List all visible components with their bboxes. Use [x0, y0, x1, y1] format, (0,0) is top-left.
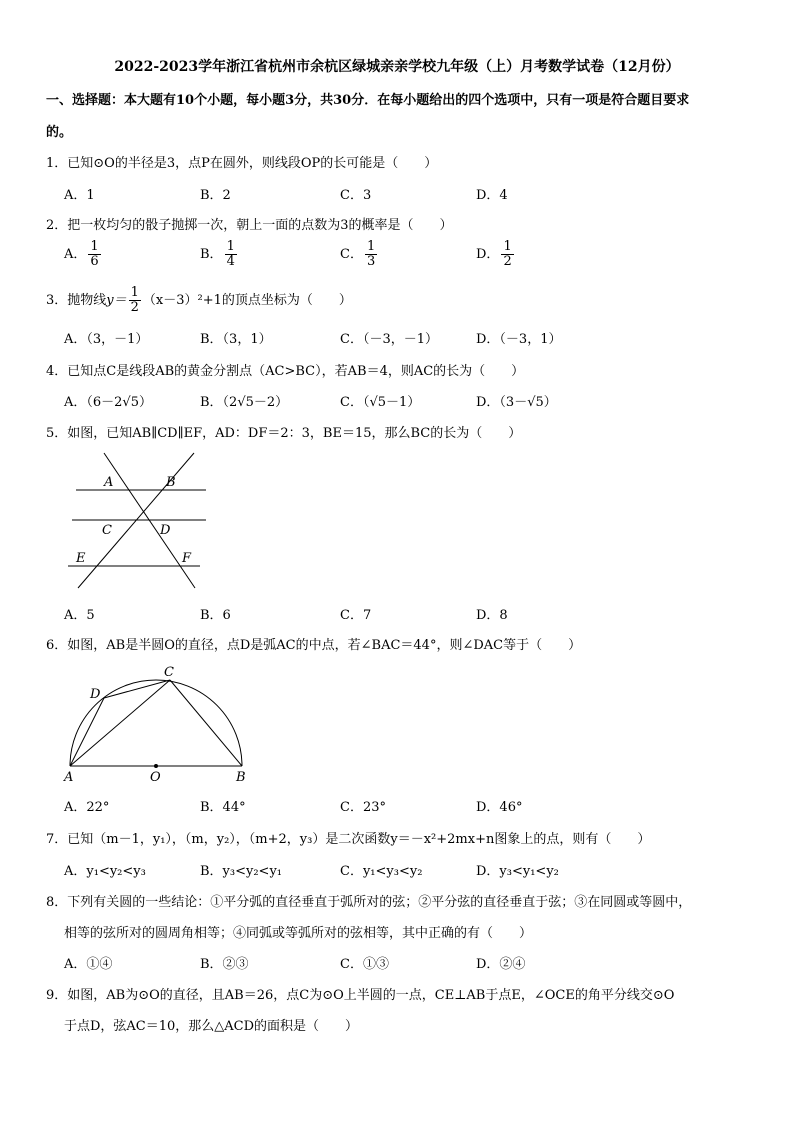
chord-ad — [70, 698, 104, 766]
center-point — [154, 764, 158, 768]
question-6-option-c: C．23° — [340, 800, 386, 815]
question-8-option-b: B．②③ — [200, 957, 249, 972]
question-4-option-c: C．（√5－1） — [340, 395, 421, 410]
question-1-option-d: D．4 — [476, 188, 508, 203]
page-title: 2022-2023学年浙江省杭州市余杭区绿城亲亲学校九年级（上）月考数学试卷（12月份） — [114, 59, 680, 75]
question-5-option-d: D．8 — [476, 608, 508, 623]
chord-cb — [170, 680, 242, 766]
question-1-option-c: C．3 — [340, 188, 372, 203]
question-8-option-a: A．①④ — [64, 957, 113, 972]
numerator: 1 — [503, 239, 512, 254]
question-4-option-a: A．（6－2√5） — [64, 395, 152, 410]
section-heading-line1: 一、选择题：本大题有10个小题，每小题3分，共30分．在每小题给出的四个选项中，只有一项是符合题目要求 — [46, 93, 690, 108]
question-1-stem: 1．已知⊙O的半径是3，点P在圆外，则线段OP的长可能是（ ） — [46, 156, 438, 171]
question-9-stem-line1: 9．如图，AB为⊙O的直径，且AB＝26，点C为⊙O上半圆的一点，CE⊥AB于点E，∠OCE的角平分线交⊙O — [46, 988, 675, 1003]
question-3-stem-a: 3．抛物线 — [46, 293, 107, 308]
label-c: C — [102, 523, 112, 538]
question-5-stem: 5．如图，已知AB∥CD∥EF，AD：DF＝2：3，BE＝15，那么BC的长为（ ） — [46, 426, 522, 441]
fraction — [365, 240, 377, 269]
label-d: D — [160, 523, 171, 538]
question-2-stem: 2．把一枚均匀的骰子抛掷一次，朝上一面的点数为3的概率是（ ） — [46, 218, 453, 233]
label-e: E — [76, 551, 86, 566]
question-6-option-a: A．22° — [64, 800, 110, 815]
question-9-stem-line2: 于点D，弦AC＝10，那么△ACD的面积是（ ） — [64, 1019, 359, 1034]
question-5-option-a: A．5 — [64, 608, 95, 623]
question-8-stem-line1: 8．下列有关圆的一些结论：①平分弧的直径垂直于弧所对的弦；②平分弦的直径垂直于弦；③在同圆或等圆中， — [46, 895, 692, 910]
denominator: 2 — [503, 254, 512, 269]
fraction — [129, 286, 141, 315]
question-2-option-a — [64, 240, 103, 269]
label-o: O — [150, 770, 161, 784]
label-a: A — [104, 475, 114, 490]
question-7-option-a: A．y₁<y₂<y₃ — [64, 864, 146, 879]
question-3-option-a: A．（3，－1） — [64, 332, 149, 347]
question-4-option-b: B．（2√5－2） — [200, 395, 289, 410]
figure-6-semicircle — [60, 662, 260, 784]
question-7-option-b: B．y₃<y₂<y₁ — [200, 864, 283, 879]
label-b: B — [166, 475, 176, 490]
question-3-option-c: C．（－3，－1） — [340, 332, 438, 347]
question-4-option-d: D．（3－√5） — [476, 395, 557, 410]
question-6-option-d: D．46° — [476, 800, 523, 815]
question-2-option-d — [476, 240, 516, 269]
fraction — [88, 240, 100, 269]
question-3-option-b: B．（3，1） — [200, 332, 272, 347]
question-3-stem — [46, 286, 352, 315]
figure-5-parallel-lines — [60, 448, 220, 594]
question-8-stem-line2: 相等的弦所对的圆周角相等；④同弧或等弧所对的弦相等，其中正确的有（ ） — [64, 926, 533, 941]
option-b-prefix: B． — [200, 247, 223, 262]
label-a: A — [64, 770, 74, 784]
label-b: B — [236, 770, 246, 784]
label-c: C — [164, 665, 174, 680]
fraction — [501, 240, 513, 269]
option-d-prefix: D． — [476, 247, 500, 262]
question-8-option-d: D．②④ — [476, 957, 526, 972]
question-5-option-c: C．7 — [340, 608, 372, 623]
option-a-prefix: A． — [64, 247, 87, 262]
question-1-option-a: A．1 — [64, 188, 95, 203]
question-3-option-d: D．（－3，1） — [476, 332, 562, 347]
option-c-prefix: C． — [340, 247, 363, 262]
question-7-option-c: C．y₁<y₃<y₂ — [340, 864, 423, 879]
question-2-option-c — [340, 240, 379, 269]
question-1-option-b: B．2 — [200, 188, 231, 203]
question-7-stem: 7．已知（m－1，y₁），（m，y₂），（m+2，y₃）是二次函数y＝－x²+2mx+n图象上的点，则有（ ） — [46, 832, 651, 847]
numerator: 1 — [90, 239, 99, 254]
question-2-option-b — [200, 240, 239, 269]
numerator: 1 — [366, 239, 376, 254]
denominator: 6 — [90, 254, 99, 269]
denominator: 3 — [366, 254, 376, 269]
section-heading-line2: 的。 — [46, 125, 73, 140]
question-5-option-b: B．6 — [200, 608, 231, 623]
numerator: 1 — [130, 285, 139, 300]
question-6-option-b: B．44° — [200, 800, 246, 815]
question-6-stem: 6．如图，AB是半圆O的直径，点D是弧AC的中点，若∠BAC＝44°，则∠DAC等于（ ） — [46, 638, 582, 653]
label-f: F — [182, 551, 192, 566]
question-3-stem-b: y＝ — [106, 293, 127, 308]
question-4-stem: 4．已知点C是线段AB的黄金分割点（AC>BC），若AB＝4，则AC的长为（ ） — [46, 364, 525, 379]
fraction — [225, 240, 237, 269]
label-d: D — [90, 687, 101, 702]
denominator: 4 — [226, 254, 235, 269]
numerator: 1 — [226, 239, 235, 254]
question-7-option-d: D．y₃<y₁<y₂ — [476, 864, 559, 879]
denominator: 2 — [130, 300, 139, 315]
question-3-stem-c: （x－3）²+1的顶点坐标为（ ） — [142, 293, 352, 308]
question-8-option-c: C．①③ — [340, 957, 389, 972]
chord-ac — [70, 680, 170, 766]
